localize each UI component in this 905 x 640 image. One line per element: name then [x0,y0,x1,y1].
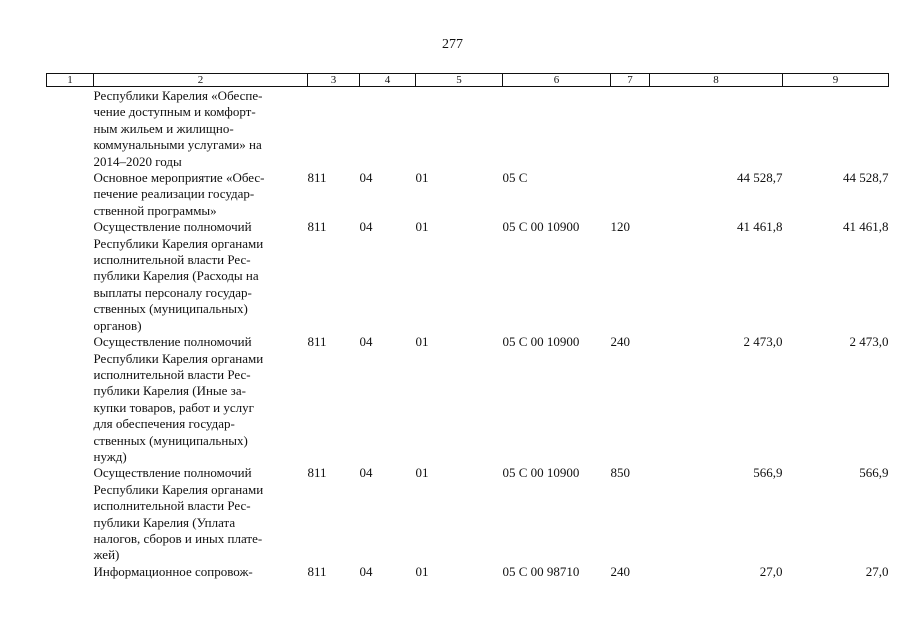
table-row [47,170,889,219]
section-code-cell [360,87,416,171]
row-number-cell [47,219,94,334]
section-code-cell: 04 [359,219,373,235]
item-name-cell [94,170,308,219]
budget-table [46,73,889,580]
subsection-code-cell: 01 [415,170,429,186]
column-header: 5 [416,74,503,87]
item-name-line: выплаты персоналу государ- [93,284,252,300]
item-name-line: Республики Карелия органами [93,481,264,497]
amount-cell: 44 528,7 [843,170,889,186]
amount-cell [783,87,889,171]
table-row [47,465,889,563]
item-name-line: для обеспечения государ- [93,416,235,432]
subsection-code-cell: 01 [415,563,429,579]
item-name-line: налогов, сборов и иных плате- [93,530,263,546]
section-code-cell: 04 [359,465,373,481]
column-header: 8 [650,74,783,87]
subsection-code-cell: 01 [415,219,429,235]
item-name-line: исполнительной власти Рес- [93,498,251,514]
item-name-line: чение доступным и комфорт- [93,104,256,120]
row-number-cell [47,87,94,171]
admin-code-cell: 811 [307,465,327,481]
expense-type-cell [611,87,650,171]
column-header: 2 [94,74,308,87]
item-name-cell [94,219,308,334]
admin-code-cell [308,87,360,171]
item-name-line: ственной программы» [93,202,217,218]
target-article-cell: 05 С 00 10900 [502,334,580,350]
row-number-cell [47,465,94,563]
table-row [47,334,889,465]
item-name-line: Республики Карелия органами [93,350,264,366]
table-row [47,219,889,334]
item-name-line: Осуществление полномочий [93,465,252,481]
section-code-cell: 04 [359,563,373,579]
section-code-cell: 04 [359,334,373,350]
table-row [47,564,889,580]
amount-cell: 27,0 [865,563,889,579]
expense-type-cell: 850 [610,465,630,481]
item-name-line: Республики Карелия органами [93,235,264,251]
item-name-line: публики Карелия (Иные за- [93,383,246,399]
item-name-line: Осуществление полномочий [93,334,252,350]
section-code-cell: 04 [359,170,373,186]
item-name-line: Информационное сопровож- [93,563,253,579]
item-name-line: ственных (муниципальных) [93,432,248,448]
subsection-code-cell: 01 [415,465,429,481]
admin-code-cell: 811 [307,219,327,235]
table-body [47,87,889,581]
item-name-cell [94,465,308,563]
item-name-line: купки товаров, работ и услуг [93,399,254,415]
target-article-cell: 05 С 00 10900 [502,219,580,235]
amount-cell [650,87,783,171]
row-number-cell [47,170,94,219]
column-header: 3 [308,74,360,87]
item-name-cell [94,87,308,171]
amount-cell: 44 528,7 [737,170,783,186]
item-name-line: Республики Карелия «Обеспе- [93,88,263,103]
target-article-cell [503,87,611,171]
admin-code-cell: 811 [307,170,327,186]
item-name-line: ственных (муниципальных) [93,301,248,317]
amount-cell: 566,9 [753,465,783,481]
column-header: 1 [47,74,94,87]
item-name-line: жей) [93,547,120,563]
column-header: 4 [360,74,416,87]
column-numbers-row [47,74,889,87]
expense-type-cell: 240 [610,334,630,350]
amount-cell: 27,0 [759,563,783,579]
column-header: 7 [611,74,650,87]
item-name-line: публики Карелия (Уплата [93,514,236,530]
item-name-line: 2014–2020 годы [93,153,182,169]
item-name-line: исполнительной власти Рес- [93,252,251,268]
item-name-line: органов) [93,317,142,333]
page-number: 277 [442,37,463,52]
column-header: 9 [783,74,889,87]
admin-code-cell: 811 [307,563,327,579]
subsection-code-cell [416,87,503,171]
item-name-line: печение реализации государ- [93,186,255,202]
item-name-line: Осуществление полномочий [93,219,252,235]
item-name-line: ным жильем и жилищно- [93,120,234,136]
item-name-cell [94,334,308,465]
item-name-line: нужд) [93,448,127,464]
target-article-cell: 05 С [502,170,528,186]
item-name-line: Основное мероприятие «Обес- [93,170,265,186]
row-number-cell [47,334,94,465]
expense-type-cell [611,170,650,219]
subsection-code-cell: 01 [415,334,429,350]
amount-cell: 566,9 [859,465,889,481]
amount-cell: 41 461,8 [843,219,889,235]
column-header: 6 [503,74,611,87]
admin-code-cell: 811 [307,334,327,350]
target-article-cell: 05 С 00 10900 [502,465,580,481]
item-name-line: публики Карелия (Расходы на [93,268,259,284]
item-name-line: исполнительной власти Рес- [93,366,251,382]
target-article-cell: 05 С 00 98710 [502,563,580,579]
table-header [47,74,889,87]
amount-cell: 2 473,0 [849,334,889,350]
expense-type-cell: 120 [610,219,630,235]
table-row [47,87,889,171]
row-number-cell [47,564,94,580]
amount-cell: 41 461,8 [737,219,783,235]
item-name-cell [94,564,308,580]
amount-cell: 2 473,0 [743,334,783,350]
expense-type-cell: 240 [610,563,630,579]
item-name-line: коммунальными услугами» на [93,137,262,153]
